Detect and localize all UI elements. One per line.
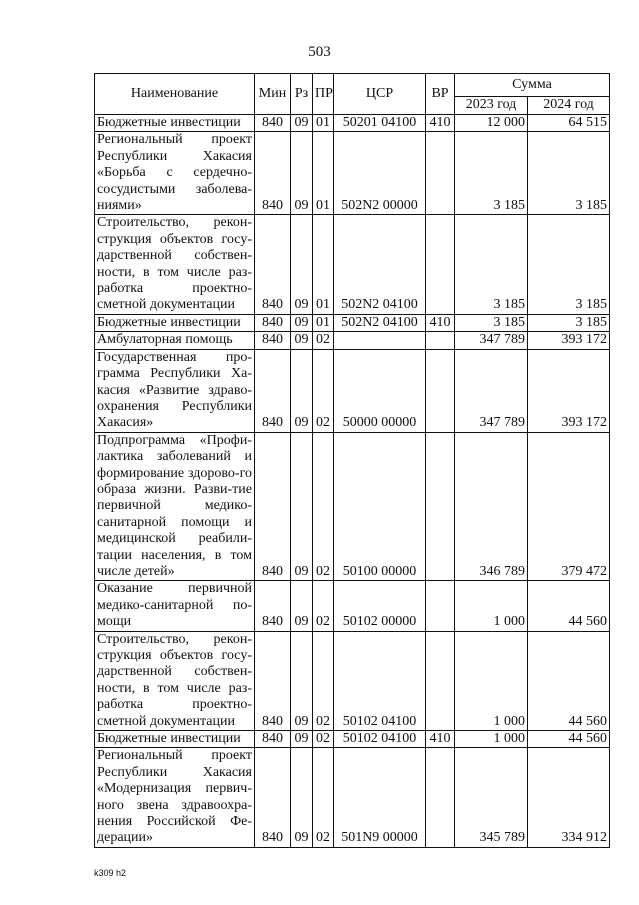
cell-min: 840 <box>255 115 291 132</box>
cell-min: 840 <box>255 215 291 314</box>
budget-table <box>94 73 610 848</box>
header-name: Наименование <box>95 74 255 115</box>
table-row <box>95 132 610 215</box>
cell-csr: 502N2 00000 <box>334 132 426 215</box>
cell-sum-2024: 393 172 <box>528 349 610 432</box>
cell-name: Строительство, рекон-струкция объектов госу-дарственной собствен-ности, в том числе раз-работка проектно-сметной документации <box>95 631 255 730</box>
cell-vr <box>426 748 455 847</box>
table-row <box>95 581 610 631</box>
table-row <box>95 215 610 314</box>
cell-pr: 01 <box>313 215 334 314</box>
cell-rz: 09 <box>291 731 313 748</box>
cell-pr: 02 <box>313 581 334 631</box>
cell-min: 840 <box>255 748 291 847</box>
cell-csr: 50201 04100 <box>334 115 426 132</box>
cell-sum-2023: 3 185 <box>455 132 528 215</box>
cell-vr: 410 <box>426 115 455 132</box>
cell-sum-2024: 44 560 <box>528 631 610 730</box>
cell-name: Региональный проект Республики Хакасия «Борьба с сердечно-сосудистыми заболева-ниями» <box>95 132 255 215</box>
cell-rz: 09 <box>291 349 313 432</box>
cell-sum-2023: 347 789 <box>455 332 528 349</box>
cell-sum-2023: 347 789 <box>455 349 528 432</box>
cell-sum-2024: 44 560 <box>528 581 610 631</box>
header-min: Мин <box>255 74 291 115</box>
cell-sum-2023: 1 000 <box>455 731 528 748</box>
cell-min: 840 <box>255 314 291 331</box>
table-row <box>95 631 610 730</box>
cell-sum-2024: 3 185 <box>528 215 610 314</box>
cell-csr: 50100 00000 <box>334 432 426 581</box>
cell-name: Амбулаторная помощь <box>95 332 255 349</box>
cell-min: 840 <box>255 132 291 215</box>
cell-sum-2024: 44 560 <box>528 731 610 748</box>
cell-sum-2023: 3 185 <box>455 314 528 331</box>
cell-sum-2024: 3 185 <box>528 132 610 215</box>
cell-name: Строительство, рекон-струкция объектов госу-дарственной собствен-ности, в том числе раз-работка проектно-сметной документации <box>95 215 255 314</box>
cell-sum-2023: 345 789 <box>455 748 528 847</box>
cell-pr: 01 <box>313 314 334 331</box>
cell-rz: 09 <box>291 332 313 349</box>
cell-rz: 09 <box>291 748 313 847</box>
header-year-2024: 2024 год <box>528 97 610 115</box>
cell-pr: 01 <box>313 132 334 215</box>
cell-sum-2023: 3 185 <box>455 215 528 314</box>
cell-rz: 09 <box>291 215 313 314</box>
cell-sum-2023: 1 000 <box>455 631 528 730</box>
cell-csr: 501N9 00000 <box>334 748 426 847</box>
cell-min: 840 <box>255 432 291 581</box>
cell-name: Оказание первичной медико-санитарной по-мощи <box>95 581 255 631</box>
cell-min: 840 <box>255 349 291 432</box>
header-rz: Рз <box>291 74 313 115</box>
cell-vr <box>426 215 455 314</box>
cell-vr <box>426 631 455 730</box>
cell-csr: 50102 04100 <box>334 631 426 730</box>
header-sum: Сумма <box>455 74 610 97</box>
cell-vr: 410 <box>426 731 455 748</box>
cell-pr: 02 <box>313 731 334 748</box>
cell-sum-2023: 12 000 <box>455 115 528 132</box>
cell-pr: 01 <box>313 115 334 132</box>
cell-vr: 410 <box>426 314 455 331</box>
cell-vr <box>426 349 455 432</box>
cell-min: 840 <box>255 581 291 631</box>
cell-name: Государственная про-грамма Республики Ха-касия «Развитие здраво-охранения Республики Хакасия» <box>95 349 255 432</box>
cell-sum-2024: 379 472 <box>528 432 610 581</box>
cell-vr <box>426 132 455 215</box>
table-row <box>95 115 610 132</box>
cell-csr: 50102 00000 <box>334 581 426 631</box>
cell-min: 840 <box>255 631 291 730</box>
page-number: 503 <box>308 44 331 60</box>
cell-name: Региональный проект Республики Хакасия «Модернизация первич-ного звена здравоохра-нения Российской Фе-дерации» <box>95 748 255 847</box>
cell-sum-2023: 346 789 <box>455 432 528 581</box>
cell-min: 840 <box>255 731 291 748</box>
cell-rz: 09 <box>291 581 313 631</box>
cell-vr <box>426 432 455 581</box>
cell-pr: 02 <box>313 631 334 730</box>
cell-name: Подпрограмма «Профи-лактика заболеваний и формирование здорово-го образа жизни. Разви-тие первичной медико-санитарной помощи и медицинской реабили-тации населения, в том числе детей» <box>95 432 255 581</box>
cell-rz: 09 <box>291 314 313 331</box>
cell-pr: 02 <box>313 332 334 349</box>
cell-rz: 09 <box>291 631 313 730</box>
cell-sum-2024: 3 185 <box>528 314 610 331</box>
header-year-2023: 2023 год <box>455 97 528 115</box>
cell-pr: 02 <box>313 432 334 581</box>
table-row <box>95 731 610 748</box>
cell-rz: 09 <box>291 432 313 581</box>
table-row <box>95 332 610 349</box>
cell-csr: 502N2 04100 <box>334 215 426 314</box>
cell-vr <box>426 581 455 631</box>
cell-min: 840 <box>255 332 291 349</box>
cell-csr: 50102 04100 <box>334 731 426 748</box>
cell-sum-2023: 1 000 <box>455 581 528 631</box>
cell-rz: 09 <box>291 115 313 132</box>
cell-pr: 02 <box>313 349 334 432</box>
table-row <box>95 748 610 847</box>
cell-sum-2024: 334 912 <box>528 748 610 847</box>
cell-csr: 50000 00000 <box>334 349 426 432</box>
header-pr: ПР <box>313 74 334 115</box>
cell-csr: 502N2 04100 <box>334 314 426 331</box>
table-body <box>95 115 610 848</box>
table-row <box>95 432 610 581</box>
cell-sum-2024: 393 172 <box>528 332 610 349</box>
header-csr: ЦСР <box>334 74 426 115</box>
cell-name: Бюджетные инвестиции <box>95 115 255 132</box>
cell-name: Бюджетные инвестиции <box>95 731 255 748</box>
cell-rz: 09 <box>291 132 313 215</box>
table-row <box>95 349 610 432</box>
cell-name: Бюджетные инвестиции <box>95 314 255 331</box>
header-vr: ВР <box>426 74 455 115</box>
cell-vr <box>426 332 455 349</box>
footer-code: k309 h2 <box>94 868 127 878</box>
cell-csr <box>334 332 426 349</box>
table-row <box>95 314 610 331</box>
cell-pr: 02 <box>313 748 334 847</box>
cell-sum-2024: 64 515 <box>528 115 610 132</box>
